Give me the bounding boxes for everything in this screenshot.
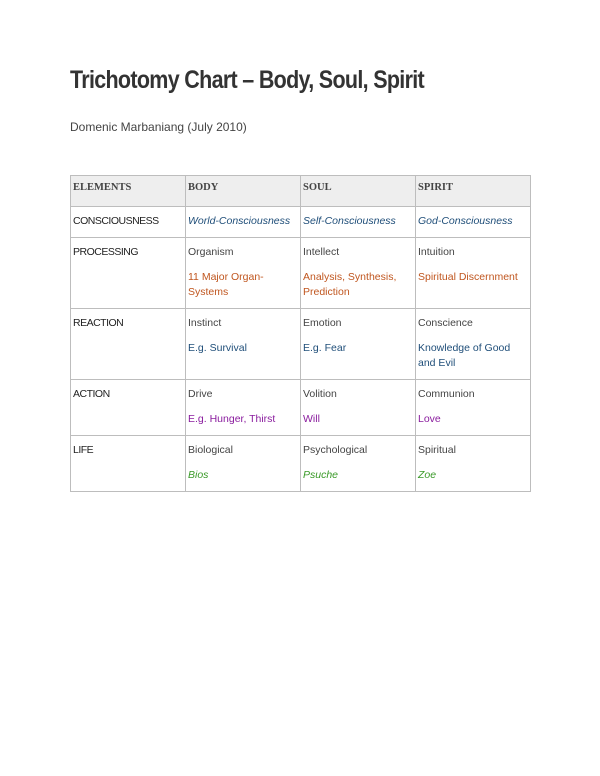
- cell-secondary: Will: [303, 413, 320, 425]
- table-cell: [301, 436, 416, 492]
- document-title: Trichotomy Chart – Body, Soul, Spirit: [70, 66, 425, 94]
- cell-secondary: E.g. Hunger, Thirst: [188, 413, 276, 425]
- table-cell: [301, 309, 416, 380]
- cell-secondary: Psuche: [303, 469, 339, 481]
- cell-primary: Emotion: [303, 317, 342, 329]
- table-cell: [301, 207, 416, 238]
- author-line: Domenic Marbaniang (July 2010): [70, 120, 247, 134]
- cell-value: Self-Consciousness: [303, 215, 396, 227]
- table-cell: [416, 309, 531, 380]
- cell-primary: Volition: [303, 388, 337, 400]
- table-cell: [301, 380, 416, 436]
- header-body: BODY: [186, 176, 301, 207]
- cell-primary: Psychological: [303, 444, 368, 456]
- header-spirit: SPIRIT: [416, 176, 531, 207]
- table-row: [71, 436, 531, 492]
- table-header-row: [71, 176, 531, 207]
- table-cell: [186, 380, 301, 436]
- cell-value: God-Consciousness: [418, 215, 513, 227]
- cell-secondary: E.g. Survival: [188, 342, 247, 354]
- cell-secondary: Love: [418, 413, 441, 425]
- cell-primary: Organism: [188, 246, 234, 258]
- cell-primary: Spiritual: [418, 444, 456, 456]
- table-row: [71, 238, 531, 309]
- table-cell: [301, 238, 416, 309]
- table-cell: [186, 238, 301, 309]
- table-cell: [416, 380, 531, 436]
- row-label-action: ACTION: [71, 380, 186, 436]
- row-label-life: LIFE: [71, 436, 186, 492]
- cell-primary: Biological: [188, 444, 233, 456]
- cell-secondary: Knowledge of Good and Evil: [418, 342, 511, 369]
- cell-primary: Drive: [188, 388, 213, 400]
- cell-value: World-Consciousness: [188, 215, 291, 227]
- cell-primary: Intellect: [303, 246, 340, 258]
- table-row: [71, 380, 531, 436]
- cell-primary: Instinct: [188, 317, 222, 329]
- table-cell: [186, 436, 301, 492]
- cell-secondary: Bios: [188, 469, 209, 481]
- cell-primary: Intuition: [418, 246, 455, 258]
- header-elements: ELEMENTS: [71, 176, 186, 207]
- row-label-processing: PROCESSING: [71, 238, 186, 309]
- cell-primary: Communion: [418, 388, 475, 400]
- cell-secondary: 11 Major Organ-Systems: [188, 271, 264, 298]
- table-cell: [186, 309, 301, 380]
- trichotomy-table: [70, 175, 531, 492]
- table-cell: [416, 238, 531, 309]
- row-label-reaction: REACTION: [71, 309, 186, 380]
- row-label-consciousness: CONSCIOUSNESS: [71, 207, 186, 238]
- cell-primary: Conscience: [418, 317, 473, 329]
- cell-secondary: Analysis, Synthesis, Prediction: [303, 271, 397, 298]
- table-cell: [186, 207, 301, 238]
- table-row: [71, 309, 531, 380]
- header-soul: SOUL: [301, 176, 416, 207]
- cell-secondary: E.g. Fear: [303, 342, 347, 354]
- table-row: [71, 207, 531, 238]
- table-cell: [416, 436, 531, 492]
- table-cell: [416, 207, 531, 238]
- cell-secondary: Spiritual Discernment: [418, 271, 518, 283]
- cell-secondary: Zoe: [418, 469, 437, 481]
